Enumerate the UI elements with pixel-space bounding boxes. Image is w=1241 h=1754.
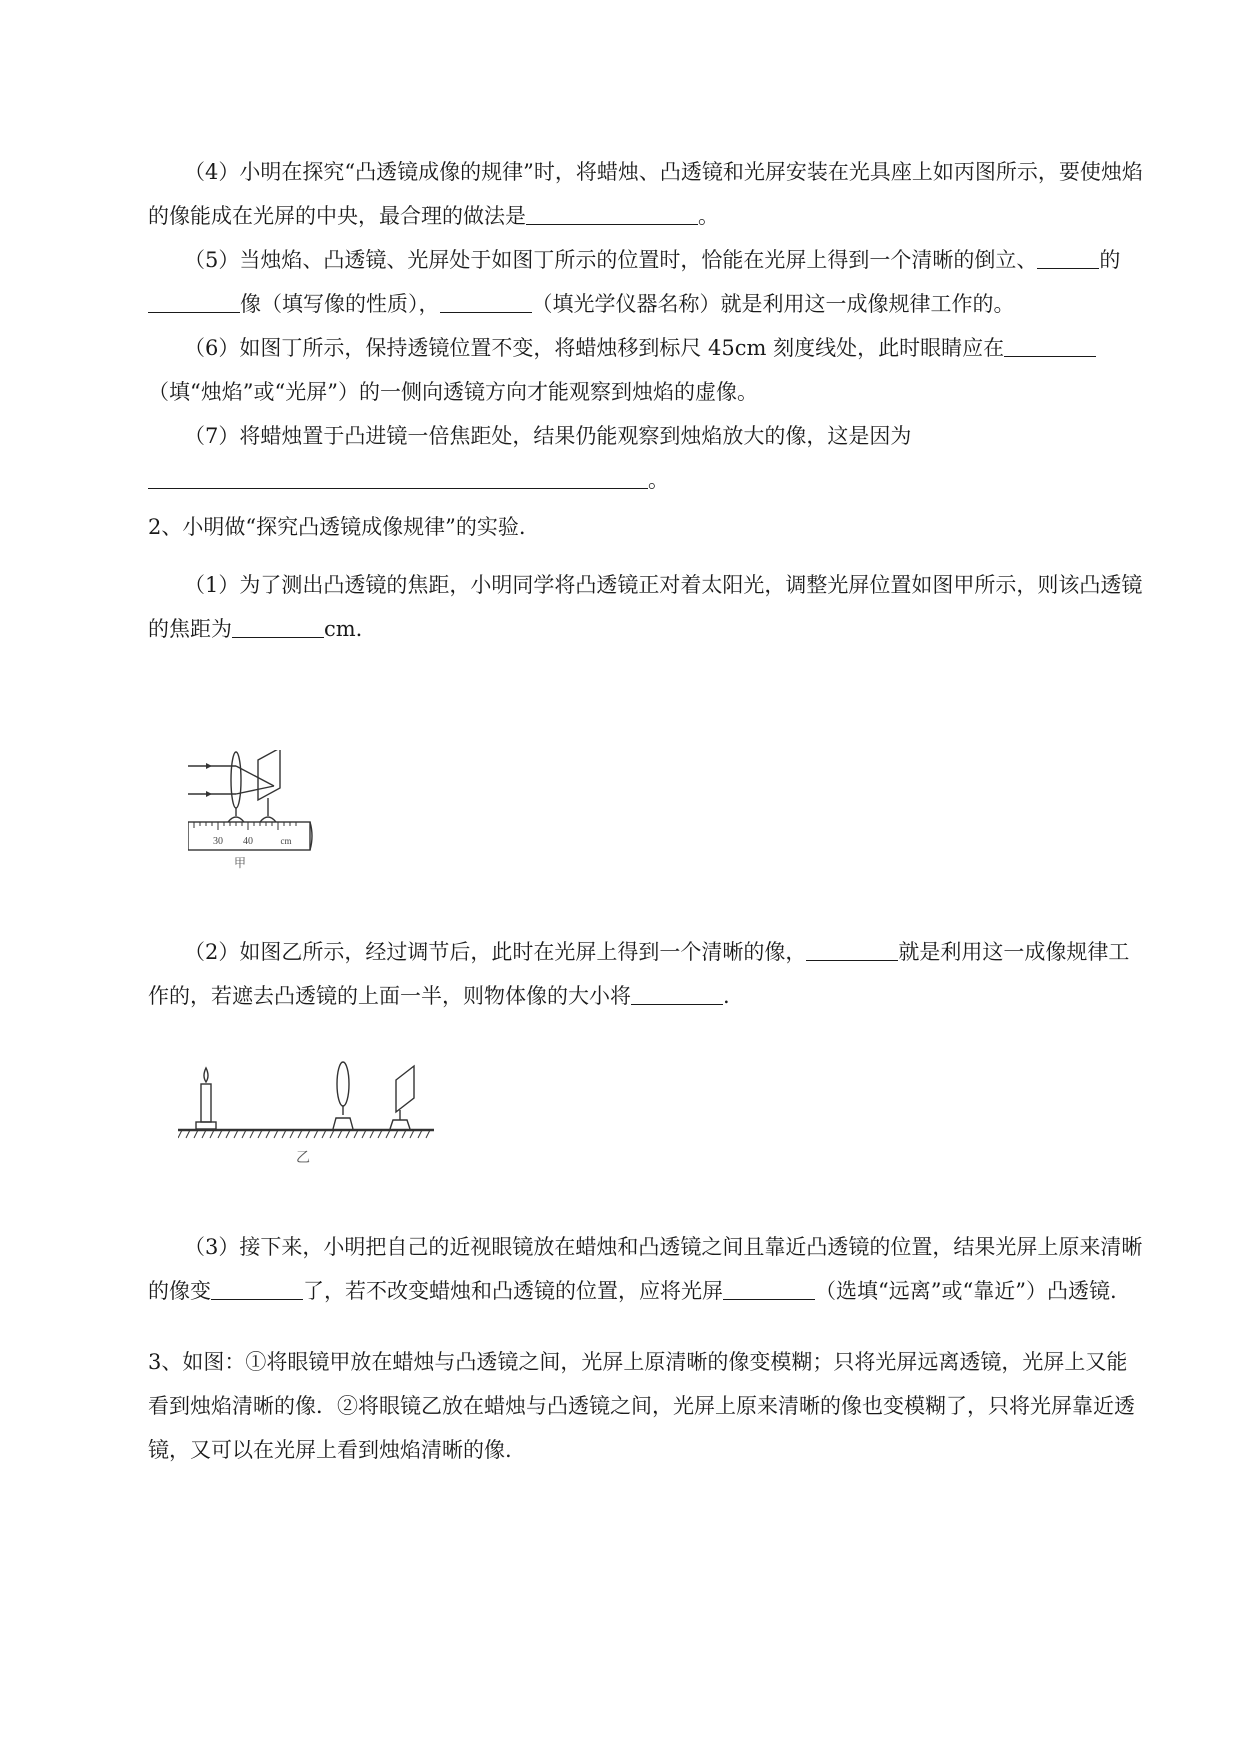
- light-screen: [396, 1066, 414, 1112]
- q2-part2-text-2: 就是利用这一成像规律工作的，若遮去凸透镜的上面一半，则物体像的大小将: [148, 940, 1130, 1008]
- q2-part3-blank-1[interactable]: [211, 1277, 303, 1300]
- q2-part3-blank-2[interactable]: [723, 1277, 815, 1300]
- refracted-ray-top: [236, 766, 274, 786]
- convex-lens: [337, 1062, 349, 1106]
- q2-part2-text-end: .: [723, 984, 730, 1008]
- screen-base: [260, 817, 276, 822]
- q1-part5-blank-2[interactable]: [148, 290, 240, 313]
- tick-label-40: 40: [243, 836, 253, 847]
- q1-part5-text-4: （填光学仪器名称）就是利用这一成像规律工作的。: [531, 292, 1015, 316]
- q2-part1-unit: cm.: [324, 617, 363, 641]
- ray-arrow-top: [206, 763, 212, 769]
- q2-part3-paragraph: [148, 1225, 1148, 1313]
- figure-jia-caption: 甲: [233, 856, 247, 870]
- q1-part5-blank-3[interactable]: [440, 290, 532, 313]
- q2-title: 2、小明做“探究凸透镜成像规律”的实验.: [148, 515, 526, 539]
- q2-part3-text: （3）接下来，小明把自己的近视眼镜放在蜡烛和凸透镜之间且靠近凸透镜的位置，结果光屏上原来清晰的像变: [148, 1235, 1143, 1303]
- ray-arrow-bottom: [206, 791, 212, 797]
- tick-label-30: 30: [213, 836, 223, 847]
- convex-lens: [231, 752, 241, 808]
- q1-part6-answer-blank[interactable]: [1004, 334, 1096, 357]
- q1-part7-text: （7）将蜡烛置于凸进镜一倍焦距处，结果仍能观察到烛焰放大的像，这是因为: [184, 424, 912, 448]
- q1-part4-text-end: 。: [698, 204, 719, 228]
- q3-paragraph: 3、如图：①将眼镜甲放在蜡烛与凸透镜之间，光屏上原清晰的像变模糊；只将光屏远离透镜，光屏上又能看到烛焰清晰的像．②将眼镜乙放在蜡烛与凸透镜之间，光屏上原来清晰的像也变模糊了，只将光屏靠近透镜，又可以在光屏上看到烛焰清晰的像.: [148, 1350, 1135, 1462]
- q2-part2-blank-1[interactable]: [806, 938, 898, 961]
- figure-jia: [188, 750, 378, 880]
- figure-yi-caption: 乙: [296, 1150, 310, 1166]
- light-screen: [258, 750, 280, 800]
- q1-part6-paragraph: [148, 326, 1148, 414]
- q2-part1-paragraph: [148, 563, 1148, 651]
- q1-part4-text: （4）小明在探究“凸透镜成像的规律”时，将蜡烛、凸透镜和光屏安装在光具座上如丙图所示，要使烛焰的像能成在光屏的中央，最合理的做法是: [148, 160, 1143, 228]
- candle-body: [201, 1084, 211, 1122]
- q2-part2-blank-2[interactable]: [631, 982, 723, 1005]
- q1-part5-text: （5）当烛焰、凸透镜、光屏处于如图丁所示的位置时，恰能在光屏上得到一个清晰的倒立、: [184, 248, 1038, 272]
- q1-part4-paragraph: [148, 150, 1148, 238]
- q2-part3-text-2: 了，若不改变蜡烛和凸透镜的位置，应将光屏: [303, 1279, 723, 1303]
- q2-part2-text: （2）如图乙所示，经过调节后，此时在光屏上得到一个清晰的像，: [184, 940, 807, 964]
- q2-part1-answer-blank[interactable]: [232, 615, 324, 638]
- lens-base: [333, 1118, 353, 1129]
- q1-part6-text-end: （填“烛焰”或“光屏”）的一侧向透镜方向才能观察到烛焰的虚像。: [148, 380, 758, 404]
- q1-part7-answer-blank[interactable]: [148, 466, 648, 489]
- q1-part7-text-end: 。: [648, 468, 669, 492]
- lens-base: [228, 817, 244, 822]
- rail-ticks: [194, 822, 296, 830]
- q1-part7-paragraph: [148, 414, 978, 502]
- rail-unit-label: cm: [280, 836, 292, 846]
- q1-part5-text-2: 的: [1099, 248, 1121, 272]
- q2-part3-text-end: （选填“远离”或“靠近”）凸透镜.: [815, 1279, 1117, 1303]
- q1-part5-blank-1[interactable]: [1037, 246, 1099, 269]
- q2-part2-paragraph: [148, 930, 1148, 1018]
- q1-part5-paragraph: [148, 238, 1148, 326]
- q2-part1-text: （1）为了测出凸透镜的焦距，小明同学将凸透镜正对着太阳光，调整光屏位置如图甲所示，则该凸透镜的焦距为: [148, 573, 1143, 641]
- q1-part4-answer-blank[interactable]: [526, 202, 698, 225]
- candle-flame: [204, 1068, 208, 1082]
- q1-part6-text: （6）如图丁所示，保持透镜位置不变，将蜡烛移到标尺 45cm 刻度线处，此时眼睛应在: [184, 336, 1005, 360]
- figure-yi: [178, 1060, 448, 1175]
- refracted-ray-bottom: [236, 786, 274, 794]
- screen-base: [390, 1120, 410, 1129]
- q1-part5-text-3: 像（填写像的性质），: [240, 292, 440, 316]
- candle-holder: [196, 1122, 216, 1129]
